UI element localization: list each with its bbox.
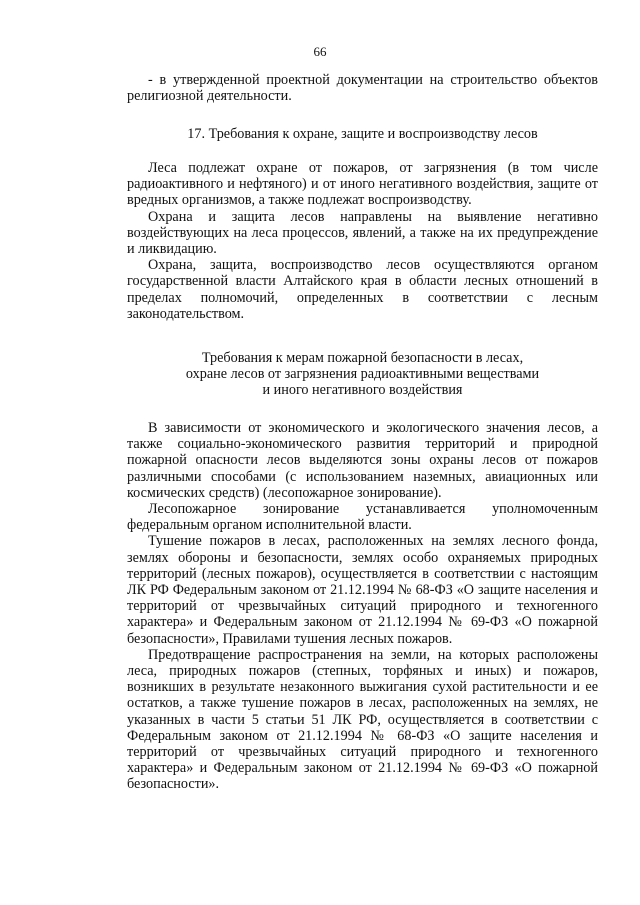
fire-safety-body: [127, 420, 598, 793]
section-17-paragraph-2: Охрана и защита лесов направлены на выявление негативно воздействующих на леса процессов, явлений, а также на их предупреждение и ликвидацию.: [127, 208, 598, 258]
section-17-paragraph-1: Леса подлежат охране от пожаров, от загрязнения (в том числе радиоактивного и нефтяного) и от иного негативного воздействия, защите от вредных организмов, а также подлежат воспроизводству.: [127, 160, 598, 209]
fire-safety-heading-line-3: и иного негативного воздействия: [262, 382, 463, 399]
section-17-body: [127, 160, 598, 322]
intro-block: [127, 72, 598, 104]
section-17-heading: 17. Требования к охране, защите и воспроизводству лесов: [187, 126, 538, 142]
intro-paragraph: - в утвержденной проектной документации на строительство объектов религиозной деятельности.: [127, 72, 598, 105]
fire-safety-paragraph-2: Лесопожарное зонирование устанавливается уполномоченным федеральным органом исполнительной власти.: [127, 501, 598, 534]
fire-safety-paragraph-3: Тушение пожаров в лесах, расположенных на землях лесного фонда, землях обороны и безопасности, землях особо охраняемых природных территорий (лесных пожаров), осуществляется в соответствии с настоящим ЛК РФ Федеральным законом от 21.12.1994 № 68-ФЗ «О защите населения и территорий от чрезвычайных ситуаций природного и техногенного характера» и Федеральным законом от 21.12.1994 № 69-ФЗ «О пожарной безопасности», Правилами тушения лесных пожаров.: [127, 533, 598, 647]
fire-safety-paragraph-1: В зависимости от экономического и экологического значения лесов, а также социально-экономического развития территорий и природной пожарной опасности лесов выделяются зоны охраны лесов от пожаров различными способами (с использованием наземных, авиационных или космических средств) (лесопожарное зонирование).: [127, 420, 598, 501]
fire-safety-heading-line-1: Требования к мерам пожарной безопасности в лесах,: [201, 350, 524, 366]
fire-safety-paragraph-4: Предотвращение распространения на земли, на которых расположены леса, природных пожаров (степных, торфяных и иных) и пожаров, возникших в результате незаконного выжигания сухой растительности и ее остатков, а также тушение пожаров в лесах, расположенных на землях, не указанных в части 5 статьи 51 ЛК РФ, осуществляется в соответствии с Федеральным законом от 21.12.1994 № 68-ФЗ «О защите населения и территорий от чрезвычайных ситуаций природного и техногенного характера» и Федеральным законом от 21.12.1994 № 69-ФЗ «О пожарной безопасности».: [127, 646, 598, 793]
section-17-paragraph-3: Охрана, защита, воспроизводство лесов осуществляются органом государственной власти Алтайского края в области лесных отношений в пределах полномочий, определенных в соответствии с лесным законодательством.: [127, 257, 598, 322]
fire-safety-heading-line-2: охране лесов от загрязнения радиоактивными веществами: [185, 366, 540, 383]
page-number: 66: [313, 44, 327, 59]
fire-safety-heading: [127, 350, 598, 399]
